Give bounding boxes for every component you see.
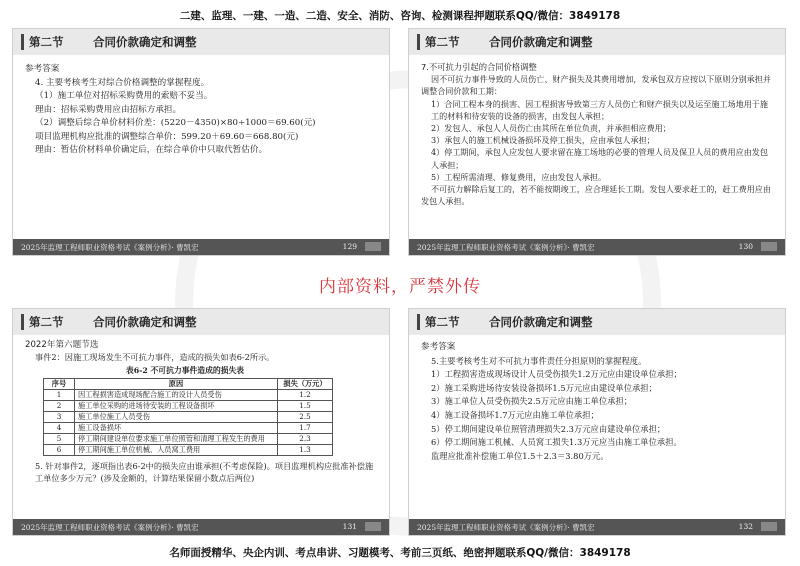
- row-index: 4: [44, 423, 75, 434]
- column-header: 损失（万元）: [278, 379, 333, 390]
- row-index: 3: [44, 412, 75, 423]
- slide-nav-button[interactable]: [761, 522, 777, 531]
- outro-paragraph: 不可抗力解除后复工的，若不能按期竣工，应合理延长工期。发包人要求赶工的，赶工费用应由发包人承担。: [421, 184, 771, 207]
- answer-line: （2）调整后综合单价材料价差：(5220－4350)×80÷1000＝69.60(元): [35, 118, 316, 128]
- question-source: 2022年第六题节选: [25, 340, 99, 350]
- page-number: 132: [738, 522, 753, 531]
- confidential-notice: 内部资料，严禁外传: [319, 277, 481, 297]
- slide-129: [12, 28, 390, 256]
- title-accent-bar: [21, 314, 24, 330]
- page-number: 131: [342, 522, 357, 531]
- answer-header: 参考答案: [25, 64, 60, 74]
- answer-line: 5.主要考核考生对不可抗力事件责任分担原则的掌握程度。: [431, 355, 647, 366]
- answer-line: 4）施工设备损坏1.7万元应由施工单位承担；: [431, 409, 599, 420]
- row-loss: 1.3: [278, 445, 333, 456]
- section-label: 第二节: [425, 35, 460, 49]
- topic-label: 合同价款确定和调整: [93, 35, 197, 49]
- table-row: [44, 434, 333, 445]
- slide-title-bar: [13, 29, 389, 55]
- slide-nav-button[interactable]: [761, 242, 777, 251]
- section-label: 第二节: [29, 315, 64, 329]
- question-text: 5. 针对事件2，逐项指出表6-2中的损失应由谁承担(不考虑保险)。项目监理机构应批准补偿施工单位多少万元？(涉及金额的，计算结果保留小数点后两位): [35, 461, 374, 483]
- slide-nav-button[interactable]: [365, 242, 381, 251]
- answer-line: 4. 主要考核考生对综合价格调整的掌握程度。: [35, 77, 210, 88]
- section-label: 第二节: [29, 35, 64, 49]
- table-row: [44, 412, 333, 423]
- slide-footer: [13, 239, 389, 255]
- title-accent-bar: [417, 34, 420, 50]
- row-index: 5: [44, 434, 75, 445]
- row-loss: 1.5: [278, 401, 333, 412]
- row-reason: 施工设备损坏: [75, 423, 278, 434]
- event-text: 事件2：因施工现场发生不可抗力事件，造成的损失如表6-2所示。: [35, 352, 275, 362]
- row-reason: 施工单位采购的进场待安装的工程设备损坏: [75, 401, 278, 412]
- row-loss: 2.3: [278, 434, 333, 445]
- page-number: 130: [738, 242, 753, 251]
- answer-line: 监理应批准补偿施工单位1.5＋2.3＝3.80万元。: [431, 450, 609, 461]
- row-index: 1: [44, 390, 75, 401]
- footer-text: 2025年监理工程师职业资格考试《案例分析》· 曹凯宏: [21, 523, 199, 532]
- slide-title-bar: [13, 309, 389, 335]
- column-header: 序号: [44, 379, 75, 390]
- rule-item: 1）合同工程本身的损害、因工程损害导致第三方人员伤亡和财产损失以及运至施工场地用于施工的材料和待安装的设备的损害，由发包人承担；: [431, 98, 768, 121]
- row-loss: 1.2: [278, 390, 333, 401]
- slide-title-bar: [409, 29, 785, 55]
- rule-item: 5）工程所需清理、修复费用，应由发包人承担。: [431, 171, 607, 182]
- top-banner: 二建、监理、一建、一造、二造、安全、消防、咨询、检测课程押题联系QQ/微信：3849178: [179, 10, 621, 22]
- row-index: 2: [44, 401, 75, 412]
- topic-label: 合同价款确定和调整: [489, 315, 593, 329]
- footer-text: 2025年监理工程师职业资格考试《案例分析》· 曹凯宏: [417, 243, 595, 252]
- row-loss: 2.5: [278, 412, 333, 423]
- slide-131: [12, 308, 390, 536]
- row-loss: 1.7: [278, 423, 333, 434]
- slide-130: [408, 28, 786, 256]
- slide-132: [408, 308, 786, 536]
- slide-footer: [13, 519, 389, 535]
- page-number: 129: [342, 242, 357, 251]
- answer-line: 5）停工期间建设单位照管清理损失2.3万元应由建设单位承担；: [431, 423, 666, 434]
- row-reason: 施工单位施工人员受伤: [75, 412, 278, 423]
- subsection-header: 7.不可抗力引起的合同价格调整: [421, 62, 537, 72]
- answer-header: 参考答案: [421, 342, 456, 352]
- footer-text: 2025年监理工程师职业资格考试《案例分析》· 曹凯宏: [21, 243, 199, 252]
- row-reason: 因工程损害造成现场配合施工的设计人员受伤: [75, 390, 278, 401]
- title-accent-bar: [21, 34, 24, 50]
- topic-label: 合同价款确定和调整: [93, 315, 197, 329]
- intro-paragraph: 因不可抗力事件导致的人员伤亡、财产损失及其费用增加，发承包双方应按以下原则分别承担并调整合同价款和工期：: [421, 74, 771, 97]
- rule-item: 3）承包人的施工机械设备损坏及停工损失，应由承包人承担；: [431, 135, 655, 146]
- rule-item: 4）停工期间，承包人应发包人要求留在施工场地的必要的管理人员及保卫人员的费用应由发包人承担；: [431, 147, 768, 170]
- bottom-banner: 名师面授精华、央企内训、考点串讲、习题模考、考前三页纸、绝密押题联系QQ/微信：3849178: [169, 547, 631, 559]
- answer-line: 理由：招标采购费用应由招标方承担。: [35, 104, 182, 115]
- row-index: 6: [44, 445, 75, 456]
- answer-line: 项目监理机构应批准的调整综合单价：599.20＋69.60＝668.80(元): [35, 131, 299, 142]
- slide-footer: [409, 239, 785, 255]
- column-header: 原因: [75, 379, 278, 390]
- row-reason: 停工期间施工单位机械、人员窝工费用: [75, 445, 278, 456]
- answer-line: 6）停工期间施工机械、人员窝工损失1.3万元应当由施工单位承担。: [431, 437, 682, 448]
- answer-line: 理由：暂估价材料单价确定后，在综合单价中只取代暂估价。: [35, 145, 268, 155]
- table-row: [44, 401, 333, 412]
- answer-line: 2）施工采购进场待安装设备损坏1.5万元应由建设单位承担；: [431, 382, 657, 393]
- slide-footer: [409, 519, 785, 535]
- table-caption: 表6-2 不可抗力事件造成的损失表: [125, 366, 245, 375]
- row-reason: 停工期间建设单位要求施工单位照管和清理工程发生的费用: [75, 434, 278, 445]
- answer-line: 3）施工单位人员受伤损失2.5万元应由施工单位承担；: [431, 396, 633, 407]
- loss-table: [43, 378, 333, 456]
- answer-line: （1）施工单位对招标采购费用的索赔不妥当。: [35, 91, 213, 101]
- slide-nav-button[interactable]: [365, 522, 381, 531]
- table-row: [44, 423, 333, 434]
- rule-item: 2）发包人、承包人人员伤亡由其所在单位负责，并承担相应费用；: [431, 123, 671, 134]
- answer-line: 1）工程损害造成现场设计人员受伤损失1.2万元应由建设单位承担；: [431, 369, 682, 380]
- table-row: [44, 445, 333, 456]
- table-row: [44, 390, 333, 401]
- slide-title-bar: [409, 309, 785, 335]
- footer-text: 2025年监理工程师职业资格考试《案例分析》· 曹凯宏: [417, 523, 595, 532]
- topic-label: 合同价款确定和调整: [489, 35, 593, 49]
- title-accent-bar: [417, 314, 420, 330]
- section-label: 第二节: [425, 315, 460, 329]
